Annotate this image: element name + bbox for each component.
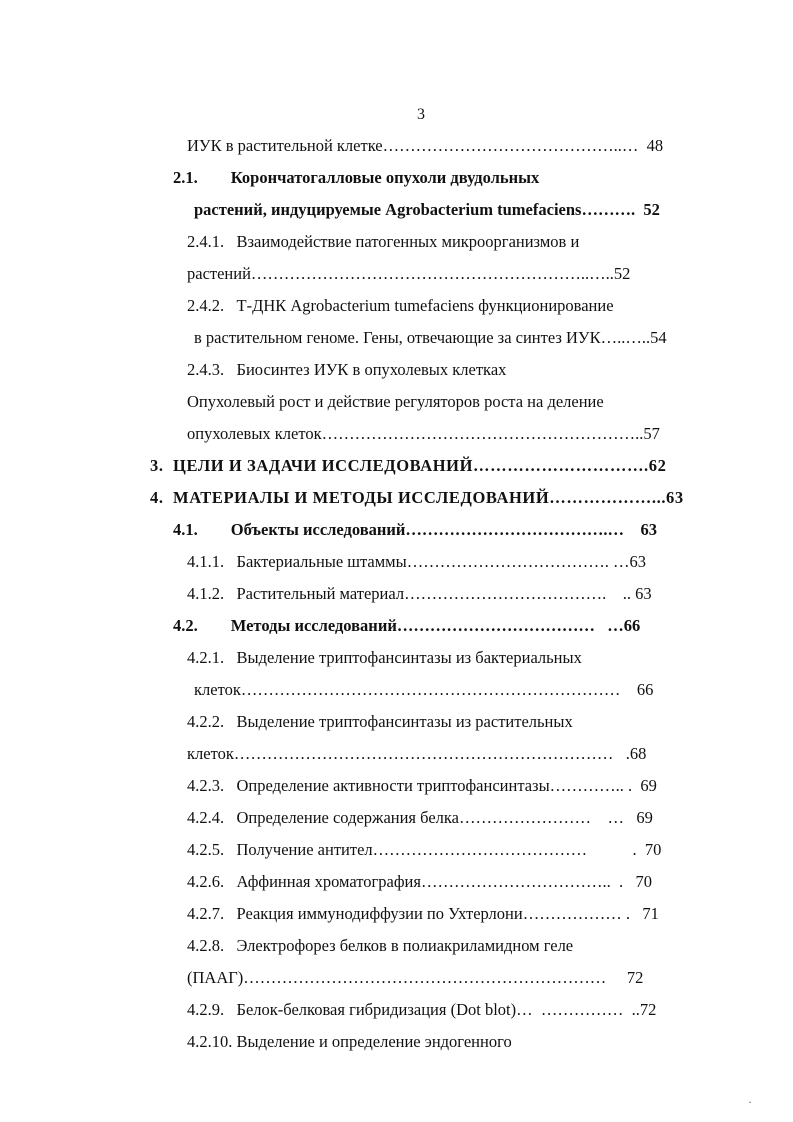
toc-line: в растительном геноме. Гены, отвечающие за синтез ИУК…..…..54 <box>194 328 667 347</box>
toc-line: Опухолевый рост и действие регуляторов роста на деление <box>187 392 604 411</box>
toc-line: 4.2.10. Выделение и определение эндогенного <box>187 1032 512 1051</box>
toc-section-heading: 4.1. Объекты исследований……………………………….… 63 <box>173 520 657 539</box>
toc-line: клеток…………………………………………………………… 66 <box>194 680 654 699</box>
toc-line: 4.2.6. Аффинная хроматография…………………………….. . 70 <box>187 872 652 891</box>
toc-line: 4.1.2. Растительный материал………………………………. .. 63 <box>187 584 652 603</box>
toc-section-heading: 2.1. Корончатогалловые опухоли двудольных <box>173 168 540 187</box>
page-number: 3 <box>417 106 425 123</box>
toc-line: опухолевых клеток…………………………………………………..57 <box>187 424 660 443</box>
toc-line: (ПААГ)………………………………………………………… 72 <box>187 968 644 987</box>
toc-section-heading: 4.2. Методы исследований……………………………… …66 <box>173 616 641 635</box>
toc-line: 4.2.3. Определение активности триптофансинтазы………….. . 69 <box>187 776 657 795</box>
toc-line: 4.2.4. Определение содержания белка…………………… … 69 <box>187 808 653 827</box>
toc-line: 4.2.9. Белок-белковая гибридизация (Dot blot)… …………… ..72 <box>187 1000 657 1019</box>
toc-line: 4.1.1. Бактериальные штаммы………………………………. …63 <box>187 552 646 571</box>
toc-line: 4.2.7. Реакция иммунодиффузии по Ухтерлони……………… . 71 <box>187 904 659 923</box>
toc-chapter-heading: 4. МАТЕРИАЛЫ И МЕТОДЫ ИССЛЕДОВАНИЙ………………...63 <box>150 488 684 507</box>
toc-section-heading-cont: растений, индуцируемые Agrobacterium tumefaciens………. 52 <box>194 200 660 219</box>
scan-mark: · <box>748 1095 752 1109</box>
toc-line: 2.4.2. Т-ДНК Agrobacterium tumefaciens функционирование <box>187 296 614 315</box>
toc-line: 4.2.2. Выделение триптофансинтазы из растительных <box>187 712 573 731</box>
toc-line: растений……………………………………………………..…..52 <box>187 264 631 283</box>
toc-line: 4.2.5. Получение антител………………………………… . 70 <box>187 840 662 859</box>
toc-line: 2.4.1. Взаимодействие патогенных микроорганизмов и <box>187 232 580 251</box>
toc-chapter-heading: 3. ЦЕЛИ И ЗАДАЧИ ИССЛЕДОВАНИЙ………………………….62 <box>150 456 667 475</box>
toc-line: 2.4.3. Биосинтез ИУК в опухолевых клетках <box>187 360 507 379</box>
toc-line: 4.2.1. Выделение триптофансинтазы из бактериальных <box>187 648 582 667</box>
toc-line: ИУК в растительной клетке……………………………………..… 48 <box>187 136 664 155</box>
toc-line: клеток…………………………………………………………… .68 <box>187 744 647 763</box>
toc-line: 4.2.8. Электрофорез белков в полиакриламидном геле <box>187 936 574 955</box>
